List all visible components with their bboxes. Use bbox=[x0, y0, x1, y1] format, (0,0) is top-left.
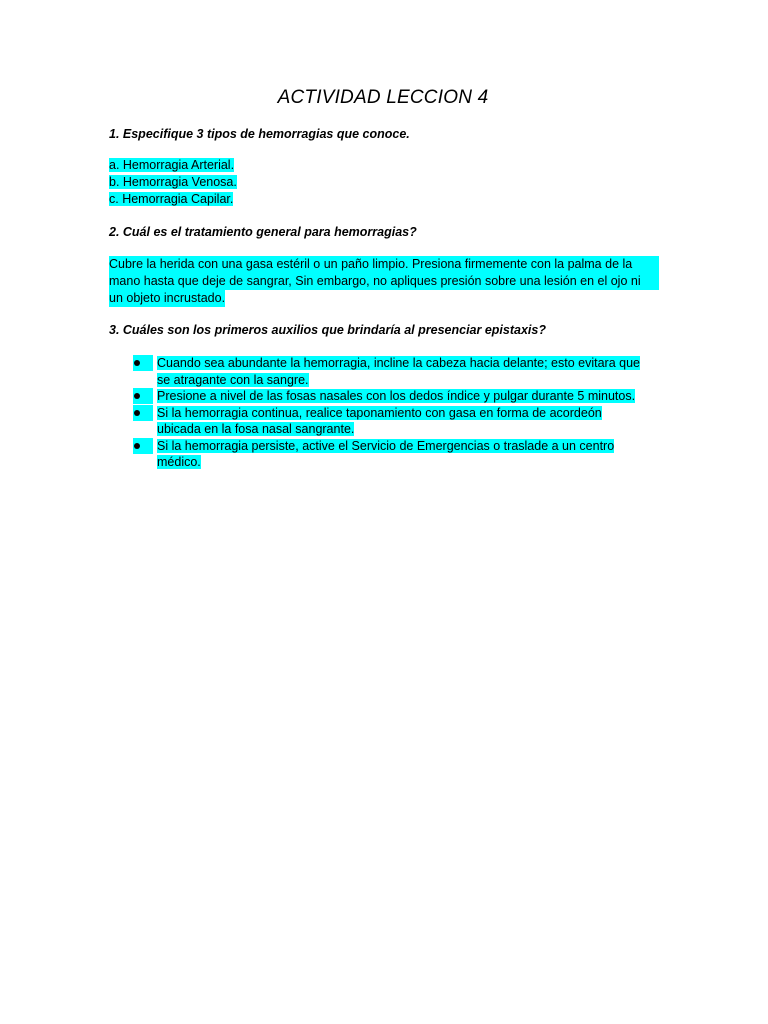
answer-1-item: a. Hemorragia Arterial. bbox=[109, 158, 235, 172]
bullet-line: Si la hemorragia persiste, active el Servicio de Emergencias o traslade a un centro bbox=[157, 438, 615, 453]
bullet-icon bbox=[133, 438, 153, 454]
answer-2-line: Cubre la herida con una gasa estéril o un paño limpio. Presiona firmemente con la palma de la bbox=[109, 256, 659, 273]
answer-2-line: un objeto incrustado. bbox=[109, 291, 226, 305]
document-title: ACTIVIDAD LECCION 4 bbox=[277, 87, 489, 108]
bullet-item bbox=[133, 405, 653, 438]
bullet-icon bbox=[133, 388, 153, 404]
bullet-icon bbox=[133, 405, 153, 421]
bullet-line: se atragante con la sangre. bbox=[157, 372, 309, 387]
bullet-item bbox=[133, 438, 653, 471]
bullet-item bbox=[133, 355, 653, 388]
answer-2-line: mano hasta que deje de sangrar, Sin embargo, no apliques presión sobre una lesión en el ojo ni bbox=[109, 273, 659, 290]
question-1: 1. Especifique 3 tipos de hemorragias que conoce. bbox=[109, 127, 410, 141]
bullet-line: Presione a nivel de las fosas nasales con los dedos índice y pulgar durante 5 minutos. bbox=[157, 389, 636, 403]
answer-3-bullet-list bbox=[133, 355, 653, 471]
bullet-icon bbox=[133, 355, 153, 371]
bullet-line: Cuando sea abundante la hemorragia, incline la cabeza hacia delante; esto evitara que bbox=[157, 356, 640, 370]
question-2: 2. Cuál es el tratamiento general para hemorragias? bbox=[109, 225, 417, 239]
bullet-item bbox=[133, 388, 653, 405]
bullet-line: ubicada en la fosa nasal sangrante. bbox=[157, 422, 355, 436]
answer-1-item: b. Hemorragia Venosa. bbox=[109, 175, 237, 189]
answer-1-list bbox=[109, 157, 237, 208]
answer-1-item: c. Hemorragia Capilar. bbox=[109, 192, 234, 206]
question-3: 3. Cuáles son los primeros auxilios que brindaría al presenciar epistaxis? bbox=[109, 323, 546, 337]
bullet-line: médico. bbox=[157, 455, 201, 469]
bullet-line: Si la hemorragia continua, realice taponamiento con gasa en forma de acordeón bbox=[157, 405, 602, 420]
answer-2-paragraph bbox=[109, 256, 659, 307]
